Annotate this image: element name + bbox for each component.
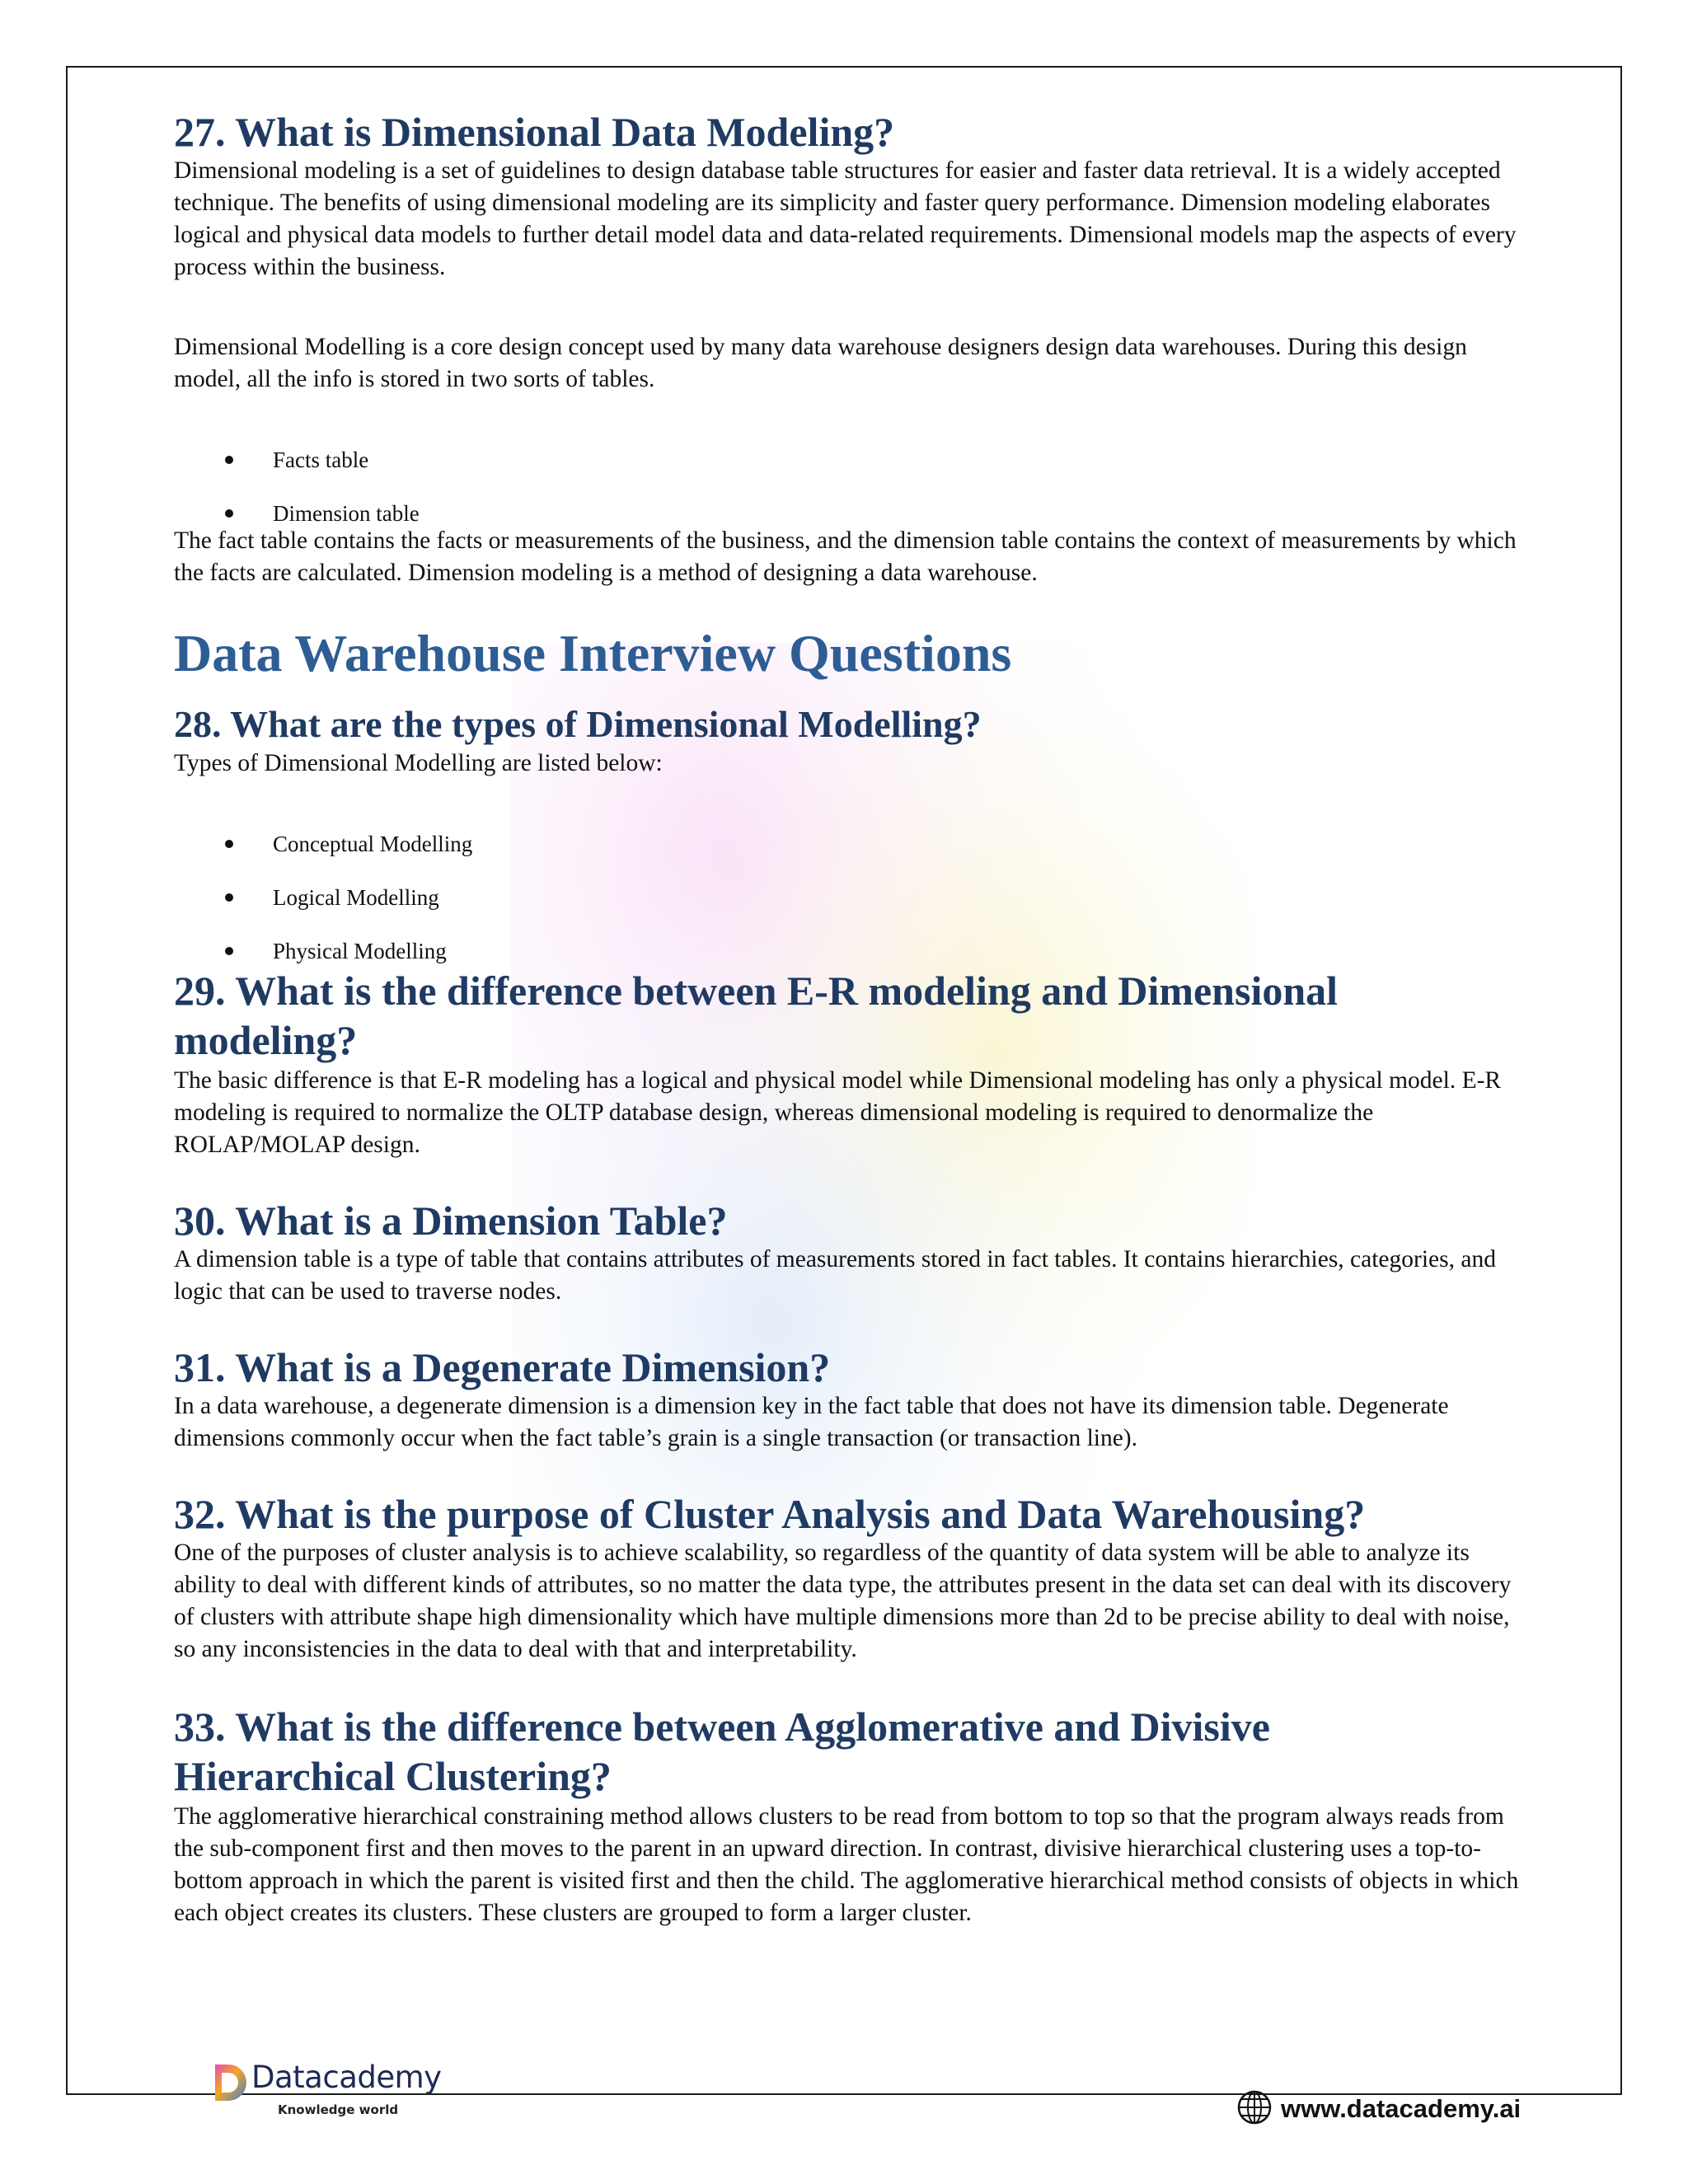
q28-paragraph-1: Types of Dimensional Modelling are listed below: bbox=[174, 750, 663, 776]
list-item: Physical Modelling bbox=[174, 936, 1526, 966]
q30-paragraph-1: A dimension table is a type of table that contains attributes of measurements stored in fact tables. It contains hierarchies, categories, and logic that can be used to traverse nodes. bbox=[174, 1246, 1496, 1305]
q32-paragraph-1: One of the purposes of cluster analysis is to achieve scalability, so regardless of the quantity of data system will be able to analyze its ability to deal with different kinds of attributes, so no matter the data type, the attributes present in the data set can deal with its discovery of clusters with attribute shape high dimensionality which have multiple dimensions more than 2d to be precise ability to deal with noise, so any inconsistencies in the data to deal with that and interpretability. bbox=[174, 1540, 1512, 1662]
q31-heading: 31. What is a Degenerate Dimension? bbox=[174, 1344, 831, 1390]
datacademy-logo-icon bbox=[210, 2061, 248, 2104]
q29-heading: 29. What is the difference between E-R modeling and Dimensional modeling? bbox=[174, 968, 1339, 1063]
q33-heading: 33. What is the difference between Agglomerative and Divisive Hierarchical Clustering? bbox=[174, 1704, 1270, 1799]
logo-name: Datacademy bbox=[251, 2060, 442, 2095]
bullet-icon bbox=[225, 456, 233, 464]
q27-paragraph-2: Dimensional Modelling is a core design concept used by many data warehouse designers design data warehouses. During this design model, all the info is stored in two sorts of tables. bbox=[174, 334, 1467, 392]
bullet-icon bbox=[225, 893, 233, 902]
q29-paragraph-1: The basic difference is that E-R modeling has a logical and physical model while Dimensional modeling has only a physical model. E-R modeling is required to normalize the OLTP database design, whereas dimensional modeling is required to denormalize the ROLAP/MOLAP design. bbox=[174, 1067, 1502, 1158]
list-item: Dimension table bbox=[174, 499, 1526, 528]
bullet-icon bbox=[225, 947, 233, 955]
q32-heading: 32. What is the purpose of Cluster Analysis and Data Warehousing? bbox=[174, 1491, 1366, 1537]
datacademy-logo bbox=[210, 2055, 442, 2129]
list-item: Facts table bbox=[174, 445, 1526, 475]
q33-paragraph-1: The agglomerative hierarchical constraining method allows clusters to be read from bottom to top so that the program always reads from the sub-component first and then moves to the parent in an upward direction. In contrast, divisive hierarchical clustering uses a top-to-bottom approach in which the parent is visited first and then the child. The agglomerative hierarchical method consists of objects in which each object creates its clusters. These clusters are grouped to form a larger cluster. bbox=[174, 1803, 1519, 1926]
q27-heading: 27. What is Dimensional Data Modeling? bbox=[174, 109, 895, 155]
q27-paragraph-1: Dimensional modeling is a set of guidelines to design database table structures for easier and faster data retrieval. It is a widely accepted technique. The benefits of using dimensional modeling are its simplicity and faster query performance. Dimension modeling elaborates logical and physical data models to further detail model data and data-related requirements. Dimensional models map the aspects of every process within the business. bbox=[174, 157, 1517, 280]
q31-paragraph-1: In a data warehouse, a degenerate dimension is a dimension key in the fact table that does not have its dimension table. Degenerate dimensions commonly occur when the fact table’s grain is a single transaction (or transaction line). bbox=[174, 1393, 1449, 1451]
logo-tagline: Knowledge world bbox=[278, 2102, 399, 2117]
q27-paragraph-3: The fact table contains the facts or measurements of the business, and the dimension table contains the context of measurements by which the facts are calculated. Dimension modeling is a method of designing a data warehouse. bbox=[174, 527, 1517, 586]
website-url[interactable]: www.datacademy.ai bbox=[1281, 2094, 1522, 2123]
bullet-icon bbox=[225, 840, 233, 848]
q28-bullet-list bbox=[174, 829, 1526, 966]
q28-heading: 28. What are the types of Dimensional Modelling? bbox=[174, 703, 982, 745]
globe-icon bbox=[1236, 2089, 1273, 2125]
section-title: Data Warehouse Interview Questions bbox=[174, 624, 1012, 682]
bullet-icon bbox=[225, 509, 233, 518]
list-item: Conceptual Modelling bbox=[174, 829, 1526, 859]
page-content bbox=[174, 105, 1526, 1929]
q27-bullet-list bbox=[174, 445, 1526, 528]
list-item: Logical Modelling bbox=[174, 883, 1526, 912]
q30-heading: 30. What is a Dimension Table? bbox=[174, 1197, 728, 1244]
